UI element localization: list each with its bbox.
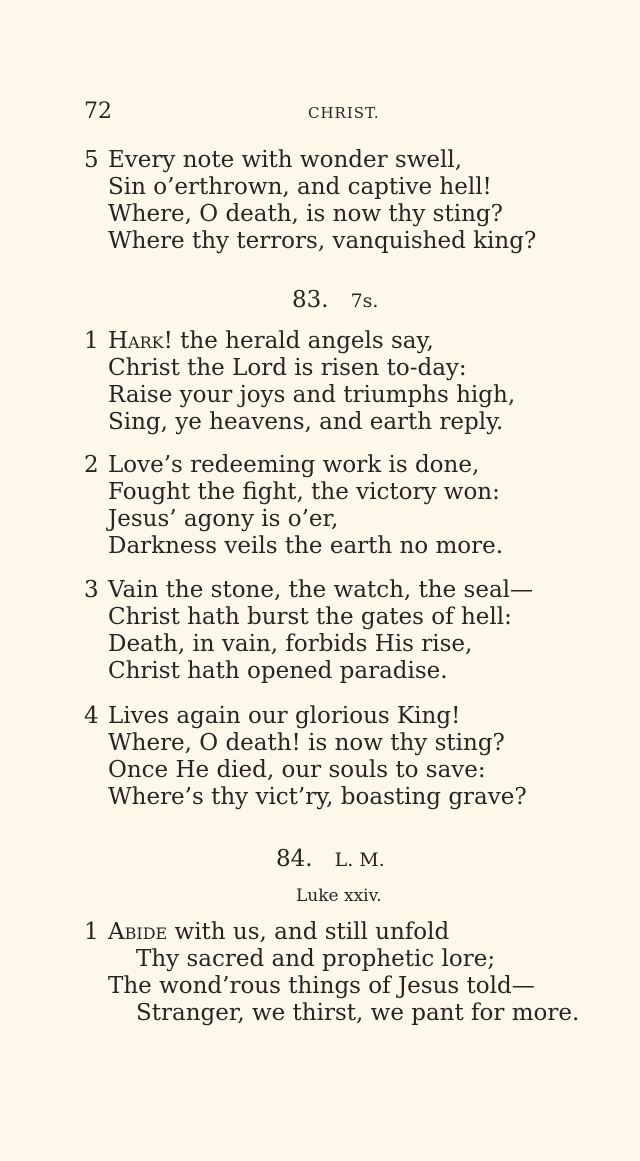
verse-line <box>108 917 449 947</box>
verse-line: The wond’rous things of Jesus told— <box>108 973 535 999</box>
verse-line: Christ hath burst the gates of hell: <box>108 604 512 630</box>
first-line-rest: with us, and still unfold <box>167 919 450 945</box>
verse-line <box>108 326 434 356</box>
stanza-number: 3 <box>84 577 99 603</box>
verse-line: Where, O death, is now thy sting? <box>108 201 503 227</box>
stanza-number: 4 <box>84 703 99 729</box>
verse-line: Darkness veils the earth no more. <box>108 533 504 559</box>
stanza-number: 1 <box>84 919 99 945</box>
verse-line: Where, O death! is now thy sting? <box>108 730 505 756</box>
stanza-number: 1 <box>84 328 99 354</box>
verse-line: Where’s thy vict’ry, boasting grave? <box>108 784 527 810</box>
first-word-small-caps: Abide <box>108 919 168 945</box>
first-line-rest: ! the herald angels say, <box>163 328 434 354</box>
page-number: 72 <box>84 99 112 124</box>
verse-line: Christ hath opened paradise. <box>108 658 448 684</box>
verse-line: Stranger, we thirst, we pant for more. <box>136 1000 580 1026</box>
verse-line: Thy sacred and prophetic lore; <box>136 946 496 972</box>
stanza-number: 5 <box>84 147 99 173</box>
first-word-small-caps: Hark <box>108 328 164 354</box>
running-head: CHRIST. <box>308 104 380 122</box>
hymn-title <box>292 285 378 316</box>
hymn-title <box>276 844 385 875</box>
verse-line: Jesus’ agony is o’er, <box>108 506 339 532</box>
verse-line: Sing, ye heavens, and earth reply. <box>108 409 504 435</box>
verse-line: Raise your joys and triumphs high, <box>108 382 516 408</box>
verse-line: Vain the stone, the watch, the seal— <box>108 577 534 603</box>
verse-line: Every note with wonder swell, <box>108 147 463 173</box>
hymn-number: 83. <box>292 287 329 313</box>
verse-line: Lives again our glorious King! <box>108 703 461 729</box>
hymn-meter: 7s. <box>350 290 379 312</box>
verse-line: Where thy terrors, vanquished king? <box>108 228 537 254</box>
hymn-meter: L. M. <box>334 849 385 871</box>
verse-line: Love’s redeeming work is done, <box>108 452 480 478</box>
verse-line: Christ the Lord is risen to-day: <box>108 355 467 381</box>
scripture-reference: Luke xxiv. <box>296 886 382 906</box>
hymn-number: 84. <box>276 846 313 872</box>
verse-line: Fought the fight, the victory won: <box>108 479 500 505</box>
verse-line: Death, in vain, forbids His rise, <box>108 631 473 657</box>
stanza-number: 2 <box>84 452 99 478</box>
verse-line: Sin o’erthrown, and captive hell! <box>108 174 492 200</box>
verse-line: Once He died, our souls to save: <box>108 757 486 783</box>
